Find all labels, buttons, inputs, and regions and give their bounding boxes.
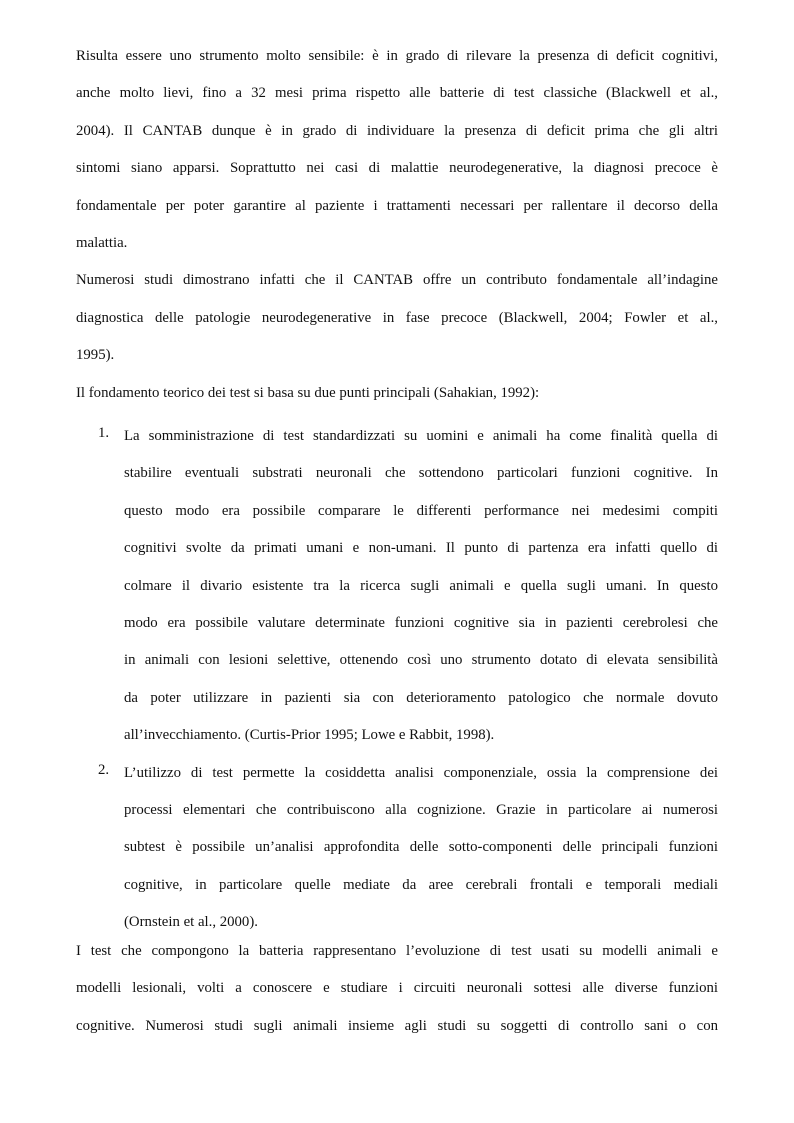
text-line: I test che compongono la batteria rappresentano l’evoluzione di test usati su modelli animali e bbox=[76, 943, 718, 959]
list-item bbox=[98, 761, 718, 949]
text-line: anche molto lievi, fino a 32 mesi prima rispetto alle batterie di test classiche (Blackwell et al., bbox=[76, 85, 718, 102]
text-line: 1995). bbox=[76, 347, 115, 364]
text-line: 2004). Il CANTAB dunque è in grado di individuare la presenza di deficit prima che gli altri bbox=[76, 122, 718, 139]
text-line: cognitive. Numerosi studi sugli animali insieme agli studi su soggetti di controllo sani o con bbox=[76, 1017, 718, 1034]
text-line: Numerosi studi dimostrano infatti che il CANTAB offre un contributo fondamentale all’indagine bbox=[76, 272, 718, 289]
list-item bbox=[98, 425, 718, 762]
list-number: 2. bbox=[98, 761, 110, 778]
paragraph-intro bbox=[76, 45, 718, 269]
text-line: cognitivi svolte da primati umani e non-umani. Il punto di partenza era infatti quello di bbox=[124, 540, 718, 557]
text-line: fondamentale per poter garantire al paziente i trattamenti necessari per rallentare il decorso della bbox=[76, 197, 718, 214]
text-line: Il fondamento teorico dei test si basa su due punti principali (Sahakian, 1992): bbox=[76, 384, 540, 401]
paragraph-studies bbox=[76, 269, 718, 381]
text-line: modo era possibile valutare determinate funzioni cognitive sia in pazienti cerebrolesi che bbox=[124, 614, 718, 631]
text-line: questo modo era possibile comparare le differenti performance nei medesimi compiti bbox=[124, 502, 718, 519]
text-line: malattia. bbox=[76, 234, 128, 251]
text-line: La somministrazione di test standardizzati su uomini e animali ha come finalità quella di bbox=[124, 428, 718, 444]
paragraph-foundation bbox=[76, 382, 718, 419]
text-line: sintomi siano apparsi. Soprattutto nei casi di malattie neurodegenerative, la diagnosi precoce è bbox=[76, 160, 718, 177]
text-line: Risulta essere uno strumento molto sensibile: è in grado di rilevare la presenza di deficit cognitivi, bbox=[76, 48, 718, 64]
text-line: modelli lesionali, volti a conoscere e studiare i circuiti neuronali sottesi alle diverse funzioni bbox=[76, 980, 718, 997]
text-line: in animali con lesioni selettive, ottenendo così uno strumento dotato di elevata sensibilità bbox=[124, 652, 718, 669]
text-line: da poter utilizzare in pazienti sia con deterioramento patologico che normale dovuto bbox=[124, 689, 718, 706]
text-line: cognitive, in particolare quelle mediate da aree cerebrali frontali e temporali mediali bbox=[124, 876, 718, 893]
text-line: (Ornstein et al., 2000). bbox=[124, 914, 258, 931]
text-line: stabilire eventuali substrati neuronali che sottendono particolari funzioni cognitive. In bbox=[124, 465, 718, 482]
text-line: colmare il divario esistente tra la ricerca sugli animali e quella sugli umani. In questo bbox=[124, 577, 718, 594]
text-line: processi elementari che contribuiscono alla cognizione. Grazie in particolare ai numerosi bbox=[124, 801, 718, 818]
text-line: L’utilizzo di test permette la cosiddetta analisi componenziale, ossia la comprensione dei bbox=[124, 764, 718, 781]
paragraph-battery bbox=[76, 940, 718, 1052]
text-line: diagnostica delle patologie neurodegenerative in fase precoce (Blackwell, 2004; Fowler et al., bbox=[76, 309, 718, 326]
body-paragraphs bbox=[76, 45, 718, 419]
list-number: 1. bbox=[98, 425, 110, 441]
text-line: all’invecchiamento. (Curtis-Prior 1995; Lowe e Rabbit, 1998). bbox=[124, 727, 495, 744]
numbered-list bbox=[98, 425, 718, 948]
text-line: subtest è possibile un’analisi approfondita delle sotto-componenti delle principali funzioni bbox=[124, 839, 718, 856]
